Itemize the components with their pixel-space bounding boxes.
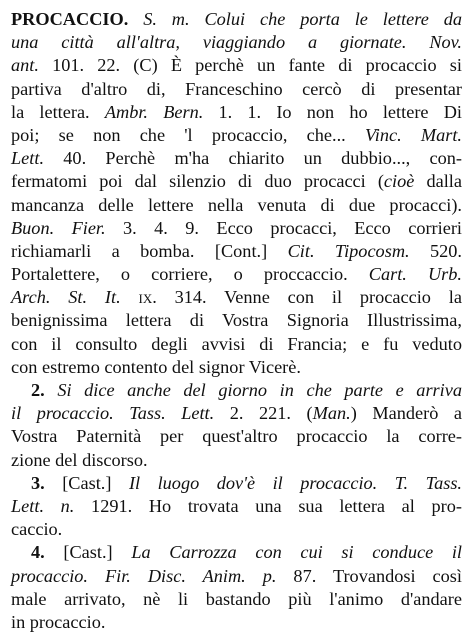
- text-line: [11, 78, 462, 101]
- text-segment: Vinc. Mart.: [364, 124, 462, 145]
- headword: PROCACCIO.: [11, 9, 129, 29]
- text-segment: mancanza delle lettere nella venuta di due procacci).: [11, 194, 462, 215]
- text-segment: Cit. Tipocosm.: [287, 240, 410, 261]
- text-segment: 1291. Ho trovata una sua lettera al pro-: [74, 495, 462, 516]
- text-line: [11, 8, 462, 31]
- text-segment: Ambr. Bern.: [104, 101, 204, 122]
- text-segment: cioè: [383, 171, 415, 192]
- text-segment: Colui che porta le lettere da: [204, 9, 462, 29]
- text-segment: Man.: [312, 403, 351, 424]
- sense-2: [11, 379, 462, 472]
- text-segment: Arch. St. It.: [11, 287, 121, 308]
- text-segment: La Carrozza con cui si conduce il: [131, 542, 463, 563]
- text-segment: 1. 1. Io non ho lettere Di: [203, 101, 463, 122]
- text-line: [11, 31, 462, 54]
- text-segment: 2. 221. (: [214, 403, 313, 424]
- text-line: [11, 194, 462, 217]
- text-line: [11, 333, 462, 356]
- text-line: [11, 565, 462, 588]
- text-segment: 520.: [409, 240, 462, 261]
- text-line: [11, 217, 462, 240]
- text-line: [11, 240, 462, 263]
- text-segment: S. m.: [128, 9, 205, 29]
- text-segment: zione del discorso.: [11, 449, 148, 470]
- text-segment: fermatomi poi dal silenzio di duo procacci (: [11, 171, 384, 192]
- headword: 4.: [31, 542, 64, 563]
- text-line: [11, 425, 462, 448]
- text-segment: Cart. Urb.: [368, 264, 462, 285]
- text-line: [11, 170, 462, 193]
- text-segment: [Cast.]: [62, 472, 129, 493]
- text-segment: Il luogo dov'è il procaccio. T. Tass.: [128, 472, 463, 493]
- text-line: [11, 495, 462, 518]
- text-segment: benignissima lettera di Vostra Signoria Illustrissima,: [11, 310, 462, 331]
- text-segment: [121, 287, 139, 307]
- text-segment: 40. Perchè m'ha chiarito un dubbio..., con-: [44, 148, 462, 169]
- text-line: [11, 449, 462, 472]
- text-segment: con il consulto degli avvisi di Francia; e fu veduto: [11, 333, 462, 354]
- text-line: [11, 611, 462, 634]
- text-segment: [Cast.]: [63, 542, 132, 563]
- text-line: [11, 286, 462, 309]
- text-segment: 101. 22. (C) È perchè un fante di procaccio si: [38, 55, 462, 76]
- text-segment: ) Manderò a: [350, 403, 462, 424]
- headword: 2.: [31, 380, 58, 400]
- text-segment: 87. Trovandosi così: [276, 565, 462, 586]
- text-line: [11, 101, 462, 124]
- text-segment: Vostra Paternità per quest'altro procaccio la corre-: [11, 426, 462, 447]
- text-segment: Portalettere, o corriere, o proccaccio.: [11, 264, 369, 285]
- text-segment: 3. 4. 9. Ecco procacci, Ecco corrieri: [105, 217, 463, 238]
- text-segment: Buon. Fier.: [11, 217, 106, 238]
- sense-4: [11, 541, 462, 634]
- text-segment: Lett. n.: [11, 495, 75, 516]
- text-line: [11, 379, 462, 402]
- text-segment: il procaccio. Tass. Lett.: [11, 403, 215, 424]
- text-line: [11, 309, 462, 332]
- text-segment: una città all'altra, viaggiando a giornate. Nov.: [11, 32, 462, 53]
- text-segment: Lett.: [11, 148, 45, 169]
- text-segment: . 314. Venne con il procaccio la: [152, 287, 462, 308]
- text-line: [11, 588, 462, 611]
- headword: 3.: [31, 472, 63, 493]
- entry-main: [11, 8, 462, 379]
- text-line: [11, 124, 462, 147]
- text-line: [11, 541, 462, 564]
- text-segment: ant.: [11, 55, 39, 76]
- text-segment: caccio.: [11, 519, 63, 540]
- text-line: [11, 518, 462, 541]
- text-segment: dalla: [414, 171, 462, 192]
- text-line: [11, 356, 462, 379]
- text-line: [11, 54, 462, 77]
- text-segment: partiva d'altro di, Franceschino cercò di presentar: [11, 78, 462, 99]
- text-line: [11, 263, 462, 286]
- text-segment: procaccio. Fir. Disc. Anim. p.: [11, 565, 277, 586]
- text-line: [11, 472, 462, 495]
- text-line: [11, 147, 462, 170]
- text-segment: con estremo contento del signor Vicerè.: [11, 356, 301, 377]
- text-segment: richiamarli a bomba. [Cont.]: [11, 240, 288, 261]
- text-segment: in procaccio.: [11, 611, 106, 632]
- dictionary-entry: [11, 8, 462, 634]
- text-segment: ix: [138, 287, 153, 308]
- text-segment: male arrivato, nè li bastando più l'animo d'andare: [11, 588, 462, 609]
- text-segment: poi; se non che 'l procaccio, che...: [11, 124, 365, 145]
- text-segment: la lettera.: [11, 101, 105, 122]
- text-segment: Si dice anche del giorno in che parte e arriva: [57, 380, 463, 400]
- text-line: [11, 402, 462, 425]
- sense-3: [11, 472, 462, 542]
